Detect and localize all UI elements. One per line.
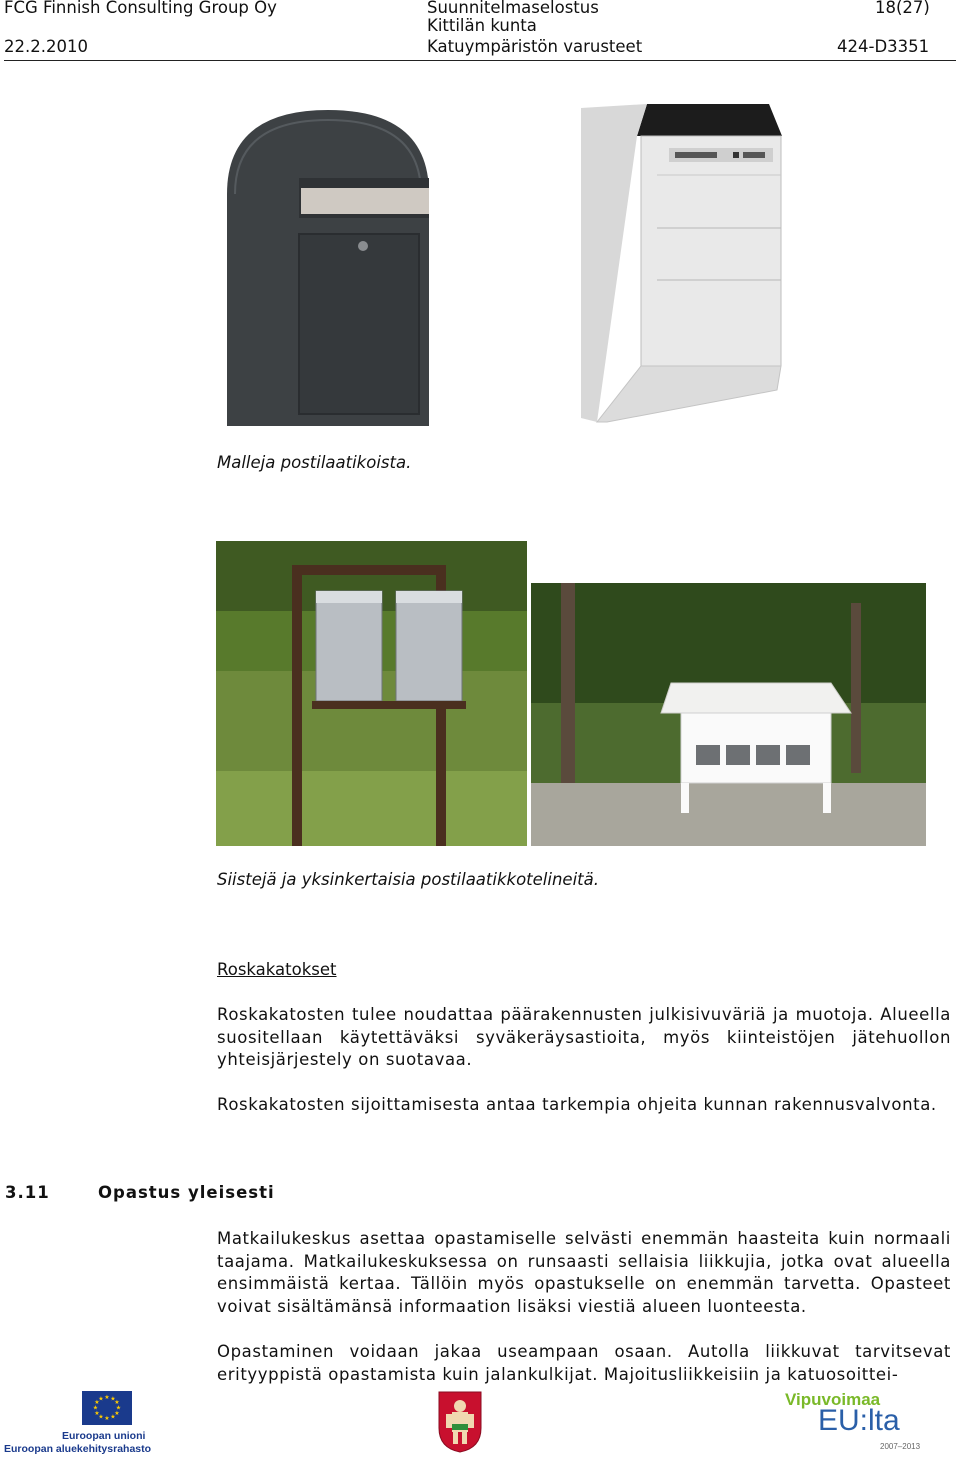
header-doc-type: Suunnitelmaselostus — [427, 0, 599, 17]
svg-text:★: ★ — [94, 1399, 100, 1406]
caption-mailbox-models: Malleja postilaatikoista. — [217, 453, 412, 472]
svg-text:★: ★ — [104, 1415, 110, 1422]
svg-text:★: ★ — [92, 1404, 99, 1412]
svg-text:★: ★ — [110, 1395, 116, 1403]
svg-text:★: ★ — [114, 1399, 120, 1406]
eu-flag-logo — [82, 1391, 132, 1425]
eu-lta-label: EU:lta — [818, 1404, 900, 1437]
header-company: FCG Finnish Consulting Group Oy — [4, 0, 277, 17]
photo-dark-mailbox — [217, 104, 439, 429]
svg-text:★: ★ — [110, 1413, 116, 1421]
section-title: Opastus yleisesti — [98, 1183, 275, 1202]
caption-post-racks: Siistejä ja yksinkertaisia postilaatikkotelineitä. — [217, 870, 599, 889]
svg-text:★: ★ — [104, 1394, 110, 1401]
subheading-roskakatokset: Roskakatokset — [217, 960, 337, 979]
section-number: 3.11 — [5, 1183, 50, 1202]
header-project-code: 424-D3351 — [837, 37, 930, 56]
eu-regional-fund-label: Euroopan aluekehitysrahasto — [4, 1443, 152, 1455]
header-page-number: 18(27) — [875, 0, 930, 17]
photo-light-mailbox — [577, 100, 785, 426]
photo-mailbox-shelter-forest — [531, 583, 926, 846]
svg-text:★: ★ — [115, 1404, 122, 1412]
svg-text:★: ★ — [98, 1395, 104, 1403]
paragraph-opastus-1: Matkailukeskus asettaa opastamiselle selvästi enemmän haasteita kuin normaali taajama. Matkailukeskuksessa on runsaasti sellaisia liikkujia, jotka ovat alueella ensimmäistä kertaa. Tällöin myös opastukselle on enemmän tarvetta. Opasteet voivat sisältämänsä informaation lisäksi viestiä alueen luonteesta. — [217, 1229, 951, 1316]
program-years-label: 2007–2013 — [880, 1442, 921, 1451]
header-subject: Katuympäristön varusteet — [427, 37, 643, 56]
vipuvoimaa-label: Vipuvoimaa — [785, 1390, 881, 1409]
kittila-coat-of-arms-logo — [437, 1388, 483, 1454]
eu-union-label: Euroopan unioni — [62, 1430, 146, 1442]
paragraph-roskakatokset-1: Roskakatosten tulee noudattaa päärakennusten julkisivuväriä ja muotoja. Alueella suositellaan käytettäväksi syväkeräysastioita, myös kiinteistöjen jätehuollon yhteisjärjestely on suotavaa. — [217, 1005, 951, 1069]
header-client: Kittilän kunta — [427, 16, 537, 35]
svg-text:★: ★ — [114, 1410, 120, 1417]
photo-post-rack-grass — [216, 541, 527, 846]
header-divider — [4, 60, 956, 61]
paragraph-roskakatokset-2: Roskakatosten sijoittamisesta antaa tarkempia ohjeita kunnan rakennusvalvonta. — [217, 1095, 937, 1114]
paragraph-opastus-2: Opastaminen voidaan jakaa useampaan osaan. Autolla liikkuvat tarvitsevat erityyppistä opastamista kuin jalankulkijat. Majoitusliikkeisiin ja katuosoittei- — [217, 1342, 951, 1384]
header-date: 22.2.2010 — [4, 37, 88, 56]
svg-text:★: ★ — [98, 1413, 104, 1421]
svg-text:★: ★ — [94, 1410, 100, 1417]
